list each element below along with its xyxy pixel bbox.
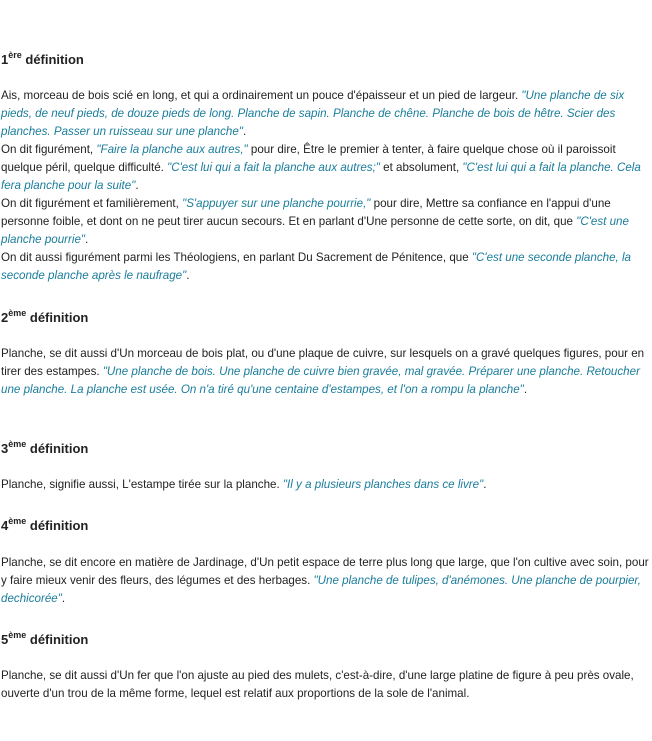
definition-5-paragraph-1 <box>1 667 649 703</box>
definition-1-paragraph-4 <box>1 249 649 285</box>
plain-text: On dit aussi figurément parmi les Théologiens, en parlant Du Sacrement de Pénitence, que <box>1 251 472 264</box>
definition-word: définition <box>29 518 89 533</box>
plain-text: On dit figurément et familièrement, <box>1 197 183 210</box>
definition-number: 5 <box>1 632 9 647</box>
quote-text: "Une planche de tulipes, d'anémones. Une planche de pourpier, dechicorée" <box>1 574 641 606</box>
plain-text: Planche, signifie aussi, L'estampe tirée sur la planche. <box>1 478 283 491</box>
definition-number: 3 <box>1 441 9 456</box>
plain-text: . <box>186 269 190 283</box>
plain-text: . <box>523 383 528 397</box>
quote-text: "S'appuyer sur une planche pourrie," <box>182 197 371 210</box>
plain-text: pour dire, Être le premier à tenter, à faire quelque chose où il paroissoit quelque péril, quelque difficulté. <box>1 143 616 175</box>
definition-ordinal: ère <box>8 50 22 60</box>
definition-1-paragraph-2 <box>1 141 649 195</box>
plain-text: pour dire, Mettre sa confiance en l'appui d'une personne foible, et dont on ne peut tirer aucun secours. Et en parlant d'Une personne de cette sorte, on dit, que <box>1 197 611 229</box>
plain-text: . <box>483 478 487 491</box>
definition-number: 1 <box>1 52 9 67</box>
definition-4-title <box>1 516 88 533</box>
plain-text: . <box>135 179 139 193</box>
definition-number: 2 <box>1 310 9 325</box>
quote-text: "C'est lui qui a fait la planche aux autres;" <box>167 161 380 175</box>
definition-word: définition <box>25 52 84 67</box>
definition-1-title <box>1 50 84 67</box>
definition-number: 4 <box>1 518 9 533</box>
definition-1-paragraph-1 <box>1 87 649 141</box>
definition-5-title <box>1 630 88 647</box>
definition-2-title <box>1 308 88 325</box>
quote-text: "C'est une planche pourrie" <box>1 215 629 247</box>
definition-2-paragraph-1 <box>1 345 649 399</box>
definition-ordinal: ème <box>8 308 27 318</box>
definition-3-paragraph-1 <box>1 476 649 494</box>
definition-ordinal: ème <box>8 516 27 526</box>
plain-text: On dit figurément, <box>1 143 97 156</box>
quote-text: "C'est lui qui a fait la planche. Cela fera planche pour la suite" <box>1 161 641 193</box>
plain-text: Planche, se dit aussi d'Un fer que l'on ajuste au pied des mulets, c'est-à-dire, d'une large platine de figure à peu près ovale, ouverte d'un trou de la même forme, lequel est relatif aux proportions de la sole de l'animal. <box>1 669 634 701</box>
quote-text: "C'est une seconde planche, la seconde planche après le naufrage" <box>1 251 631 283</box>
definition-1-paragraph-3 <box>1 195 649 249</box>
plain-text: Ais, morceau de bois scié en long, et qui a ordinairement un pouce d'épaisseur et un pied de largeur. <box>1 89 522 102</box>
plain-text: Planche, se dit aussi d'Un morceau de bois plat, ou d'une plaque de cuivre, sur lesquels on a gravé quelques figures, pour en tirer des estampes. <box>1 347 645 379</box>
definition-4-paragraph-1 <box>1 554 649 608</box>
definition-word: définition <box>29 441 89 456</box>
plain-text: . <box>61 592 66 606</box>
quote-text: "Une planche de bois. Une planche de cuivre bien gravée, mal gravée. Préparer une planche. Retoucher une planche. La planche est usée. On n'a tiré qu'une centaine d'estampes, et l'on a rompu la planche" <box>1 365 640 397</box>
quote-text: "Faire la planche aux autres," <box>96 143 248 156</box>
definition-3-title <box>1 439 88 456</box>
quote-text: "Il y a plusieurs planches dans ce livre" <box>282 478 484 491</box>
quote-text: "Une planche de six pieds, de neuf pieds, de douze pieds de long. Planche de sapin. Planche de chêne. Planche de bois de hêtre. Scier des planches. Passer un ruisseau sur une planche" <box>1 89 625 139</box>
definition-word: définition <box>29 632 89 647</box>
plain-text: et absolument, <box>379 161 463 175</box>
definition-ordinal: ème <box>8 630 27 640</box>
plain-text: . <box>242 125 247 139</box>
definition-ordinal: ème <box>8 439 27 449</box>
plain-text: . <box>85 233 89 247</box>
plain-text: Planche, se dit encore en matière de Jardinage, d'Un petit espace de terre plus long que large, que l'on cultive avec soin, pour y faire mieux venir des fleurs, des légumes et des herbages. <box>1 556 649 588</box>
definition-word: définition <box>29 310 89 325</box>
